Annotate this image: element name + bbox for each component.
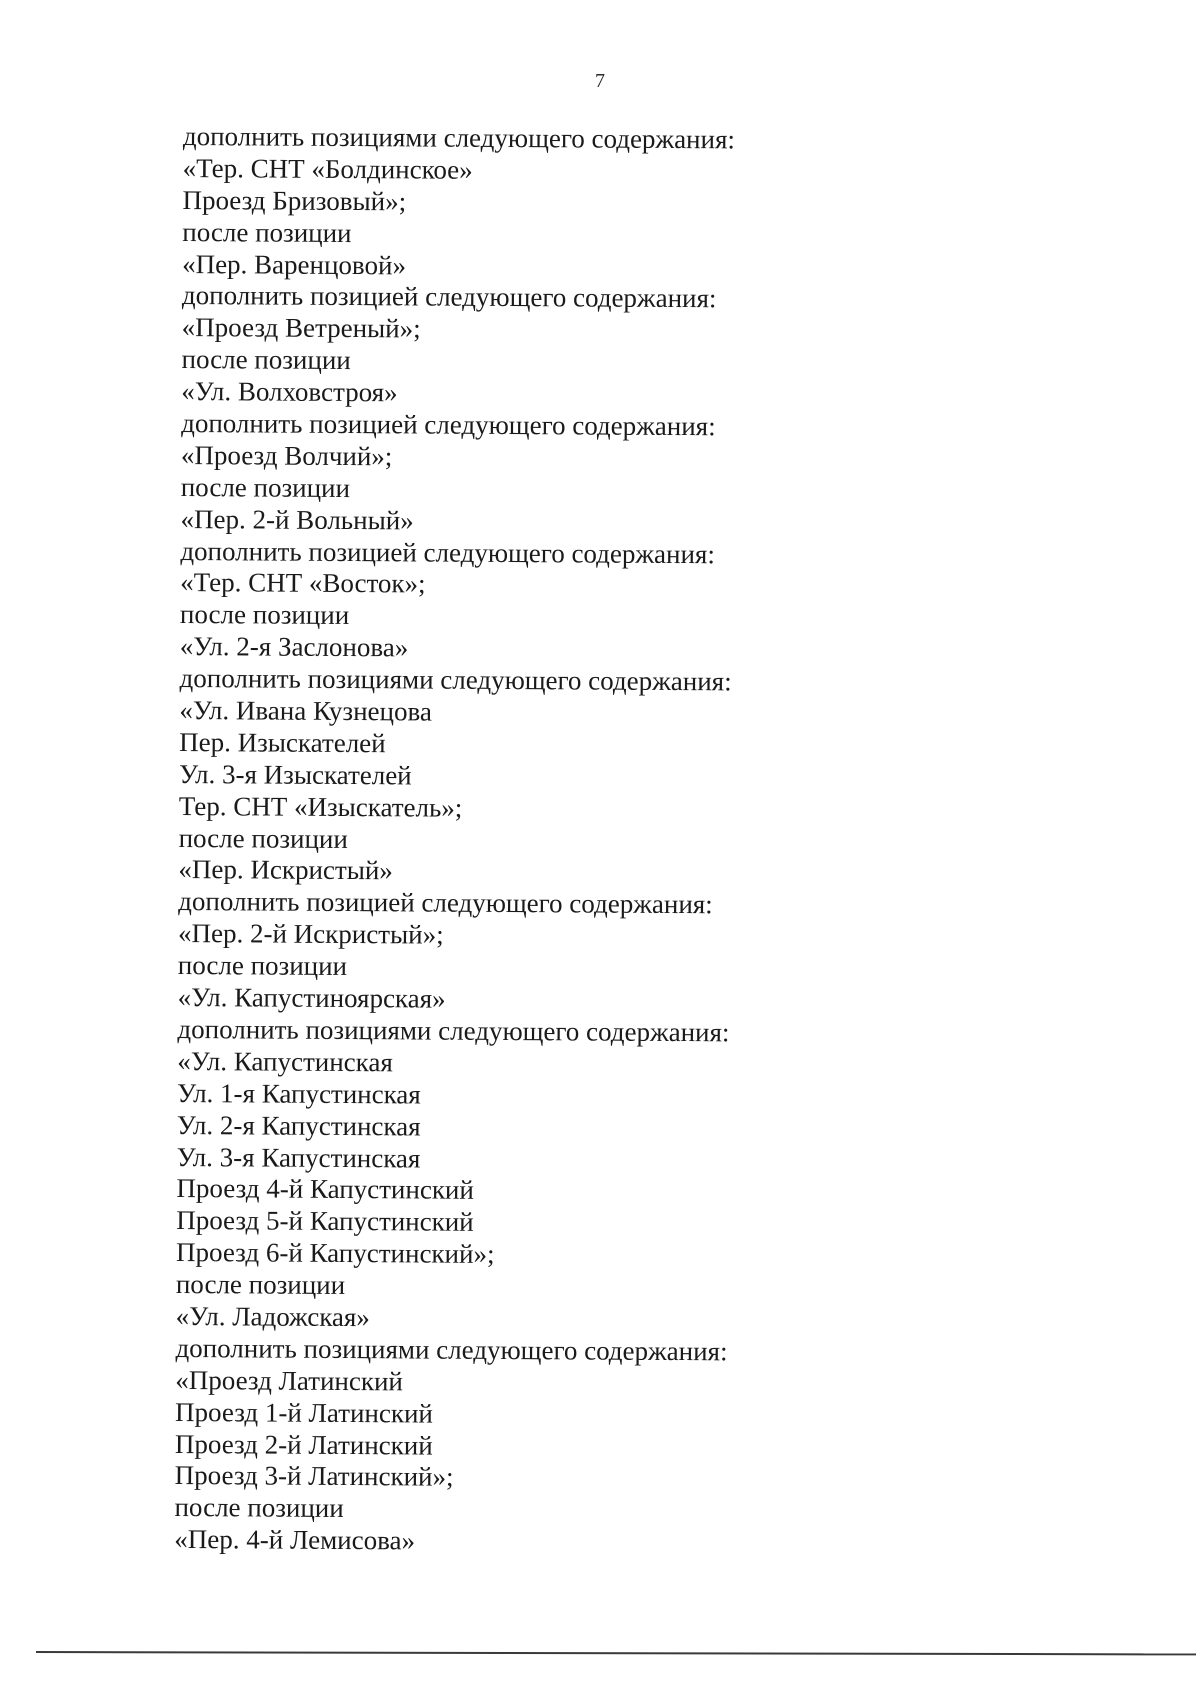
text-line: «Ул. Капустинская — [177, 1045, 393, 1078]
text-line: после позиции — [178, 822, 348, 854]
text-line: дополнить позициями следующего содержания: — [175, 1332, 728, 1367]
text-line: дополнить позицией следующего содержания: — [178, 886, 713, 920]
text-line: после позиции — [175, 1269, 346, 1301]
text-line: Проезд 5-й Капустинский — [176, 1205, 474, 1238]
text-line: Проезд Бризовый»; — [182, 184, 407, 217]
text-line: дополнить позицией следующего содержания: — [180, 535, 715, 569]
text-line: после позиции — [179, 599, 350, 631]
text-line: Ул. 3-я Изыскателей — [178, 758, 412, 791]
text-line: Проезд 1-й Латинский — [175, 1396, 433, 1429]
text-line: Проезд 6-й Капустинский»; — [175, 1237, 495, 1270]
text-line: «Ул. Ивана Кузнецова — [179, 695, 433, 727]
text-line: «Ул. Капустиноярская» — [177, 982, 446, 1014]
text-line: «Проезд Ветреный»; — [181, 312, 421, 344]
text-line: «Тер. СНТ «Восток»; — [180, 567, 426, 599]
text-line: «Пер. Варенцовой» — [182, 248, 407, 280]
text-line: «Пер. Искристый» — [178, 854, 393, 886]
text-line: после позиции — [174, 1492, 344, 1524]
text-line: «Ул. 2-я Заслонова» — [179, 631, 409, 663]
text-line: «Проезд Латинский — [175, 1364, 404, 1397]
text-line: дополнить позицией следующего содержания: — [181, 280, 717, 314]
text-line: дополнить позицией следующего содержания: — [181, 408, 716, 442]
text-line: Пер. Изыскателей — [179, 726, 386, 759]
text-line: «Ул. Волховстроя» — [181, 376, 398, 408]
document-body — [174, 121, 1083, 1562]
text-line: Проезд 2-й Латинский — [174, 1428, 433, 1461]
text-line: «Пер. 2-й Вольный» — [180, 503, 414, 536]
text-line: после позиции — [181, 344, 351, 376]
text-line: дополнить позициями следующего содержания: — [179, 663, 732, 697]
text-line: «Пер. 4-й Лемисова» — [174, 1524, 416, 1556]
text-line: Проезд 3-й Латинский»; — [174, 1460, 454, 1493]
text-line: «Тер. СНТ «Болдинское» — [182, 152, 473, 185]
text-line: Тер. СНТ «Изыскатель»; — [178, 790, 463, 823]
text-line: дополнить позициями следующего содержания: — [182, 121, 736, 155]
text-line: Проезд 4-й Капустинский — [176, 1173, 474, 1206]
text-line: после позиции — [177, 950, 348, 982]
text-line: «Ул. Ладожская» — [175, 1300, 370, 1333]
text-line: дополнить позициями следующего содержания: — [177, 1013, 730, 1048]
text-line: Ул. 2-я Капустинская — [176, 1109, 421, 1142]
text-line: «Проезд Волчий»; — [180, 439, 393, 472]
text-line: после позиции — [180, 471, 351, 503]
text-line: после позиции — [182, 216, 352, 248]
text-line: Ул. 1-я Капустинская — [176, 1077, 421, 1110]
bottom-rule — [36, 1651, 1196, 1655]
page-number: 7 — [595, 70, 605, 92]
text-line: «Пер. 2-й Искристый»; — [177, 918, 444, 950]
text-line: Ул. 3-я Капустинская — [176, 1141, 421, 1173]
